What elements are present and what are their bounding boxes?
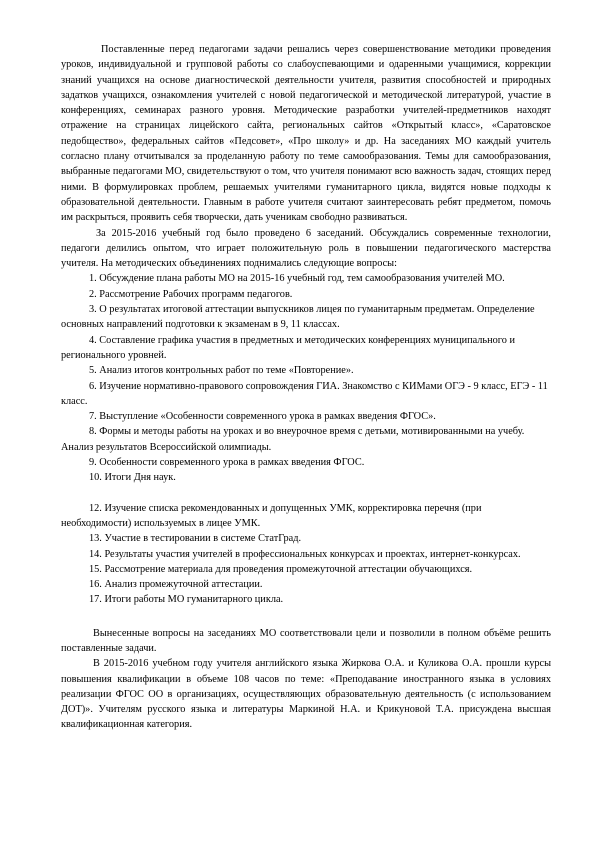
list-item: 15. Рассмотрение материала для проведения промежуточной аттестации обучающихся. — [89, 563, 473, 575]
agenda-list-first — [61, 271, 551, 485]
list-item: 13. Участие в тестировании в системе СтатГрад. — [89, 533, 302, 545]
list-item: 17. Итоги работы МО гуманитарного цикла. — [89, 594, 284, 606]
list-item: 16. Анализ промежуточной аттестации. — [89, 579, 263, 591]
list-item: 10. Итоги Дня наук. — [89, 472, 176, 484]
agenda-list-second — [61, 501, 551, 608]
paragraph-meetings: За 2015-2016 учебный год было проведено 6 заседаний. Обсуждались современные технологии, педагоги делились опытом, что играет положительную роль в повышении педагогического мастерства учителя. На методических объединениях поднимались следующие вопросы: — [61, 227, 551, 270]
paragraph-qualification: В 2015-2016 учебном году учителя английского языка Жиркова О.А. и Куликова О.А. прошли курсы повышения квалификации в объеме 108 часов по теме: «Преподавание иностранного языка в условиях реализации ФГОС ОО в организациях, осуществляющих образовательную деятельность (с использованием ДОТ)». Учителям русского языка и литературы Маркиной Н.А. и Крикуновой Т.А. присуждена высшая квалификационная категория. — [61, 658, 551, 731]
paragraph-methods: Поставленные перед педагогами задачи решались через совершенствование методики проведения уроков, индивидуальной и групповой работы со слабоуспевающими и одаренными учащимися, коррекции знаний учащихся на основе диагностической деятельности учителя, развития способностей и природных задатков учащихся, ознакомления учителей с новой педагогической и методической литературой, участие в конференциях, семинарах разного уровня. Методические разработки учителей-предметников находят отражение на страницах лицейского сайта, региональных сайтов «Открытый класс», «Саратовское педобщество», федеральных сайтов «Педсовет», «Про школу» и др. На заседаниях МО каждый учитель согласно плану отчитывался за проделанную работу по теме самообразования. Темы для самообразования, выбранные педагогами МО, свидетельствуют о том, что учителя понимают всю важность задач, стоящих перед ними. В формулировках проблем, решаемых учителями гуманитарного цикла, видятся новые подходы к образовательной деятельности. Главным в работе учителя считают заинтересовать ребят предметом, помочь им раскрыться, проявить себя творчески, дать ученикам свободно развиваться. — [61, 44, 551, 224]
list-item: 3. О результатах итоговой аттестации выпускников лицея по гуманитарным предметам. Определение основных направлений подготовки к экзаменам в 9, 11 классах. — [61, 304, 535, 331]
list-item: 4. Составление графика участия в предметных и методических конференциях муниципального и регионального уровней. — [61, 334, 515, 361]
list-item: 9. Особенности современного урока в рамках введения ФГОС. — [89, 457, 365, 469]
list-item: 5. Анализ итогов контрольных работ по теме «Повторение». — [89, 365, 354, 377]
list-item: 1. Обсуждение плана работы МО на 2015-16 учебный год, тем самообразования учителей МО. — [89, 273, 505, 285]
spacer — [61, 608, 551, 626]
list-item: 6. Изучение нормативно-правового сопровождения ГИА. Знакомство с КИМами ОГЭ - 9 класс, ЕГЭ - 11 класс. — [61, 380, 548, 407]
spacer — [61, 486, 551, 501]
list-item: 7. Выступление «Особенности современного урока в рамках введения ФГОС». — [89, 411, 436, 423]
list-item: 12. Изучение списка рекомендованных и допущенных УМК, корректировка перечня (при необходимости) используемых в лицее УМК. — [61, 502, 482, 529]
list-item: 8. Формы и методы работы на уроках и во внеурочное время с детьми, мотивированными на учебу. Анализ результатов Всероссийской олимпиады. — [61, 426, 525, 453]
paragraph-conclusion: Вынесенные вопросы на заседаниях МО соответствовали цели и позволили в полном объёме решить поставленные задачи. — [61, 627, 551, 654]
list-item: 2. Рассмотрение Рабочих программ педагогов. — [89, 288, 293, 300]
list-item: 14. Результаты участия учителей в профессиональных конкурсах и проектах, интернет-конкурсах. — [89, 548, 521, 560]
document-body — [61, 42, 551, 733]
